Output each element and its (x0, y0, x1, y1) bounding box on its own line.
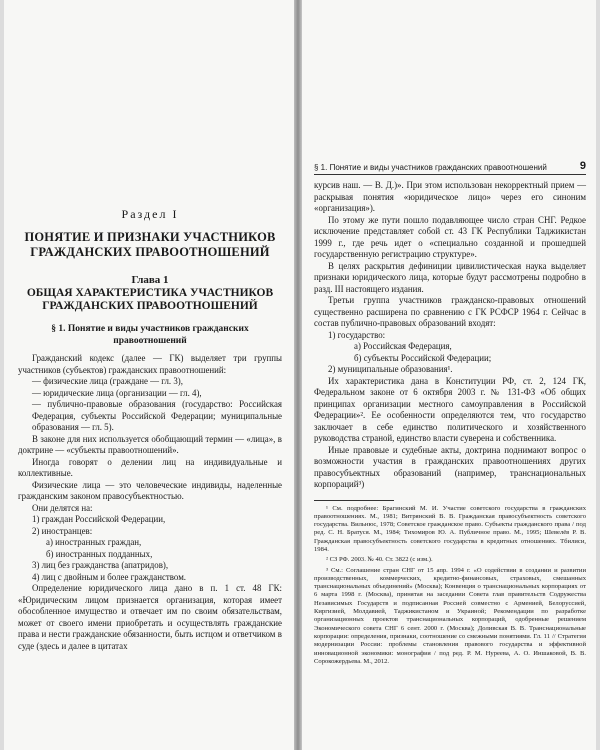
body-paragraph: курсив наш. — В. Д.)». При этом использован некорректный прием — раскрывая понятия «юридическое лицо» через его синоним «организация»). (314, 180, 586, 213)
paragraph-heading: § 1. Понятие и виды участников гражданских правоотношений (51, 324, 249, 346)
footnote: ¹ См. подробнее: Брагинский М. И. Участие советского государства в гражданских правоотношениях. М., 1981; Витрянский В. В. Гражданская правосубъектность советского государства. Вильнюс, 1978; Советское гражданское право. Субъекты гражданского права / под ред. С. Н. Братуся. М., 1984; Тихомиров Ю. А. Публичное право. М., 1995; Шевелёв Р. В. Гражданская правосубъектность советского государства в кредитных отношениях. Тбилиси, 1984. (314, 504, 586, 553)
list-item: — публично-правовые образования (государство: Российская Федерация, субъекты Российской Федерации; муниципальные образования — гл. 5). (32, 399, 282, 432)
body-paragraph: Они делятся на: (32, 502, 93, 513)
right-page (302, 0, 596, 750)
body-paragraph: Третьи группа участников гражданско-правовых отношений существенно расширена по сравнению с ГК РСФСР 1964 г. Сейчас в состав публично-правовых образований входят: (314, 295, 586, 328)
body-paragraph: Иные правовые и судебные акты, доктрина поднимают вопрос о возможности участия в гражданских правоотношениях других правосубъектных образований (например, транснациональных корпораций³) (314, 444, 586, 489)
body-paragraph: В целях раскрытия дефиниции цивилистическая наука выделяет признаки юридического лица, которые будут рассмотрены подробно в разд. III настоящего издания. (314, 260, 586, 294)
list-item: 4) лиц с двойным и более гражданством. (32, 571, 187, 582)
page-number: 9 (579, 160, 586, 172)
body-paragraph: В законе для них используется обобщающий термин — «лица», в доктрине — «субъекты правоотношений». (18, 433, 282, 455)
list-item: — юридические лица (организации — гл. 4), (32, 387, 202, 398)
body-paragraph: По этому же пути пошло подавляющее число стран СНГ. Редкое исключение представляет собой ст. 43 ГК Республики Таджикистан 1999 г., где речь идет о «специально созданной и прошедшей государственную регистрацию структуре». (314, 214, 586, 259)
list-item: а) иностранных граждан, (46, 537, 142, 547)
body-paragraph: Физические лица — это человеческие индивиды, наделенные гражданским законом правосубъектностью. (18, 479, 282, 501)
footnote-divider (314, 500, 394, 501)
book-gutter (294, 0, 302, 750)
body-paragraph: Определение юридического лица дано в п. 1 ст. 48 ГК: «Юридическим лицом признается организация, которая имеет обособленное имущество и отвечает им по своим обязательствам, может от своего имени приобретать и осуществлять гражданские права и нести гражданские обязанности, быть истцом и ответчиком в суде (здесь и далее в цитатах (18, 583, 282, 651)
list-item: 3) лиц без гражданства (апатридов), (32, 560, 169, 570)
left-page (4, 0, 294, 750)
running-title: § 1. Понятие и виды участников гражданских правоотношений (314, 163, 547, 172)
body-paragraph: Иногда говорят о делении лиц на индивидуальные и коллективные. (18, 456, 282, 478)
chapter-title: ОБЩАЯ ХАРАКТЕРИСТИКА УЧАСТНИКОВ ГРАЖДАНСКИХ ПРАВООТНОШЕНИЙ (26, 287, 274, 312)
list-item: б) иностранных подданных, (46, 548, 153, 559)
running-header (314, 160, 586, 175)
list-item: а) Российская Федерация, (354, 341, 452, 351)
right-body-text (314, 180, 586, 491)
list-item: 2) иностранцев: (32, 525, 93, 536)
footnote: ² СЗ РФ. 2003. № 40. Ст. 3822 (с изм.). (326, 556, 433, 564)
body-paragraph: Гражданский кодекс (далее — ГК) выделяет три группы участников (субъектов) гражданских правоотношений: (18, 353, 282, 375)
footnote: ³ См.: Соглашение стран СНГ от 15 апр. 1994 г. «О содействии в создании и развитии производственных, коммерческих, кредитно-финансовых, страховых, смешанных транснациональных объединений» (Москва); Конвенция о транснациональных корпорациях от 6 марта 1998 г. (Москва), принятая на заседании Совета глав правительств Содружества Независимых Государств и подписанная Россией совместно с Арменией, Белоруссией, Киргизией, Молдавией, Таджикистаном и Украиной; Рекомендации по разработке организационных проектов транснациональных корпораций, одобренные решением Экономического совета СНГ 6 сент. 2000 г. (Москва); Доливская В. В. Транснациональные корпорации: определения, признаки, соотношение со смежными понятиями. Гл. 11 // Стратегия модернизации России: проблемы становления правового государства и эффективной инновационной экономики: монография / под ред. Р. М. Нуреева, А. О. Иншаковой, В. В. Сорокожердьева. М., 2012. (314, 566, 586, 665)
list-item: 2) муниципальные образования¹. (328, 364, 453, 374)
section-title: ПОНЯТИЕ И ПРИЗНАКИ УЧАСТНИКОВ ГРАЖДАНСКИХ ПРАВООТНОШЕНИЙ (24, 230, 276, 259)
list-item: 1) граждан Российской Федерации, (32, 514, 166, 524)
left-body-text (18, 353, 282, 652)
section-label: Раздел I (121, 207, 179, 221)
list-item: — физические лица (граждане — гл. 3), (32, 376, 183, 386)
chapter-label: Глава 1 (131, 274, 169, 286)
body-paragraph: Их характеристика дана в Конституции РФ, ст. 2, 124 ГК, Федеральном законе от 6 октября 2003 г. № 131-ФЗ «Об общих принципах организации местного самоуправления в Российской Федерации»². Ее особенности определяются тем, что государство заключает в себе единство политического и хозяйственного руководства страной, единство власти суверена и собственника. (314, 375, 586, 443)
list-item: 1) государство: (328, 329, 386, 340)
footnotes (314, 505, 586, 667)
list-item: б) субъекты Российской Федерации; (354, 352, 492, 363)
